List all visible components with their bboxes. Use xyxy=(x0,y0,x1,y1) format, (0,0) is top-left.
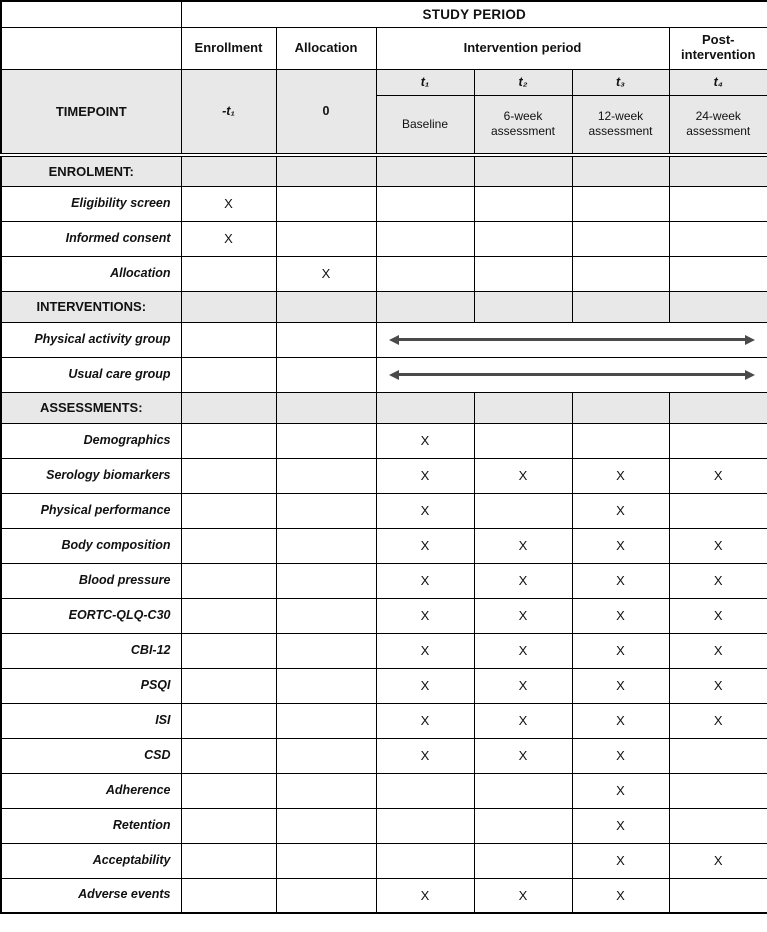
mark-cell xyxy=(276,808,376,843)
mark-cell: X xyxy=(572,878,669,913)
mark-cell: X xyxy=(572,493,669,528)
mark-cell xyxy=(181,357,276,392)
row-label: Retention xyxy=(1,808,181,843)
mark-cell: X xyxy=(376,878,474,913)
mark-cell: X xyxy=(669,458,767,493)
mark-cell: X xyxy=(572,773,669,808)
mark-cell xyxy=(181,808,276,843)
study-period-row xyxy=(1,1,767,27)
row-label: Physical performance xyxy=(1,493,181,528)
section-cell xyxy=(474,392,572,423)
section-cell xyxy=(376,155,474,186)
schedule-row xyxy=(1,668,767,703)
section-cell xyxy=(572,155,669,186)
mark-cell xyxy=(181,668,276,703)
section-row xyxy=(1,392,767,423)
mark-cell xyxy=(276,423,376,458)
mark-cell xyxy=(474,843,572,878)
mark-cell xyxy=(276,633,376,668)
mark-cell xyxy=(376,256,474,291)
column-group-row xyxy=(1,27,767,69)
mark-cell xyxy=(181,738,276,773)
mark-cell xyxy=(669,808,767,843)
row-label: Usual care group xyxy=(1,357,181,392)
row-label: Eligibility screen xyxy=(1,186,181,221)
schedule-row xyxy=(1,458,767,493)
row-label: EORTC-QLQ-C30 xyxy=(1,598,181,633)
section-cell xyxy=(276,155,376,186)
section-cell xyxy=(474,155,572,186)
mark-cell: X xyxy=(376,563,474,598)
intervention-row xyxy=(1,322,767,357)
mark-cell xyxy=(276,703,376,738)
mark-cell: X xyxy=(376,493,474,528)
section-cell xyxy=(669,291,767,322)
mark-cell: X xyxy=(572,598,669,633)
row-label: Acceptability xyxy=(1,843,181,878)
mark-cell xyxy=(276,598,376,633)
mark-cell xyxy=(181,598,276,633)
timepoint-symbol: t₃ xyxy=(572,69,669,95)
intervention-span-cell xyxy=(376,322,767,357)
arrowhead-left-icon xyxy=(389,370,399,380)
mark-cell xyxy=(181,493,276,528)
mark-cell: X xyxy=(572,703,669,738)
mark-cell: X xyxy=(669,598,767,633)
schedule-row xyxy=(1,633,767,668)
row-label: Serology biomarkers xyxy=(1,458,181,493)
mark-cell xyxy=(276,186,376,221)
schedule-row xyxy=(1,878,767,913)
timepoint-symbol: t₄ xyxy=(669,69,767,95)
corner-cell xyxy=(1,1,181,27)
mark-cell xyxy=(276,738,376,773)
arrow-shaft xyxy=(399,338,746,341)
schedule-row xyxy=(1,808,767,843)
allocation-timepoint: 0 xyxy=(276,69,376,155)
mark-cell: X xyxy=(572,633,669,668)
section-label: ENROLMENT: xyxy=(1,155,181,186)
schedule-row xyxy=(1,528,767,563)
section-cell xyxy=(572,291,669,322)
mark-cell: X xyxy=(669,703,767,738)
section-cell xyxy=(669,155,767,186)
mark-cell: X xyxy=(474,563,572,598)
mark-cell xyxy=(276,493,376,528)
arrowhead-right-icon xyxy=(745,370,755,380)
mark-cell: X xyxy=(376,528,474,563)
corner-cell-2 xyxy=(1,27,181,69)
mark-cell xyxy=(276,563,376,598)
row-label: CSD xyxy=(1,738,181,773)
schedule-row xyxy=(1,256,767,291)
mark-cell: X xyxy=(181,186,276,221)
mark-cell xyxy=(276,357,376,392)
mark-cell: X xyxy=(572,808,669,843)
schedule-row xyxy=(1,423,767,458)
timepoint-symbol: t₁ xyxy=(376,69,474,95)
section-cell xyxy=(181,155,276,186)
schedule-row xyxy=(1,738,767,773)
mark-cell xyxy=(181,528,276,563)
timepoint-sublabel: 24-week assessment xyxy=(669,95,767,155)
section-row xyxy=(1,155,767,186)
row-label: Allocation xyxy=(1,256,181,291)
mark-cell: X xyxy=(669,843,767,878)
mark-cell: X xyxy=(376,423,474,458)
mark-cell: X xyxy=(572,458,669,493)
row-label: Body composition xyxy=(1,528,181,563)
mark-cell xyxy=(181,843,276,878)
mark-cell xyxy=(572,423,669,458)
schedule-row xyxy=(1,703,767,738)
mark-cell xyxy=(376,773,474,808)
mark-cell xyxy=(376,221,474,256)
section-cell xyxy=(376,291,474,322)
mark-cell xyxy=(474,493,572,528)
mark-cell xyxy=(669,423,767,458)
mark-cell xyxy=(474,186,572,221)
mark-cell xyxy=(276,878,376,913)
section-cell xyxy=(572,392,669,423)
mark-cell xyxy=(474,256,572,291)
mark-cell: X xyxy=(474,703,572,738)
mark-cell: X xyxy=(572,668,669,703)
mark-cell xyxy=(376,186,474,221)
row-label: CBI-12 xyxy=(1,633,181,668)
row-label: Demographics xyxy=(1,423,181,458)
double-arrow xyxy=(389,370,756,380)
mark-cell xyxy=(474,773,572,808)
intervention-span-cell xyxy=(376,357,767,392)
section-label: INTERVENTIONS: xyxy=(1,291,181,322)
mark-cell: X xyxy=(474,528,572,563)
schedule-row xyxy=(1,493,767,528)
mark-cell xyxy=(276,528,376,563)
schedule-row xyxy=(1,563,767,598)
mark-cell: X xyxy=(474,458,572,493)
schedule-row xyxy=(1,186,767,221)
section-row xyxy=(1,291,767,322)
mark-cell xyxy=(276,458,376,493)
schedule-row xyxy=(1,843,767,878)
mark-cell: X xyxy=(669,563,767,598)
mark-cell: X xyxy=(669,633,767,668)
mark-cell xyxy=(276,843,376,878)
arrowhead-right-icon xyxy=(745,335,755,345)
mark-cell: X xyxy=(474,738,572,773)
timepoint-sublabel: Baseline xyxy=(376,95,474,155)
mark-cell: X xyxy=(376,738,474,773)
mark-cell: X xyxy=(376,458,474,493)
mark-cell xyxy=(276,668,376,703)
row-label: Adverse events xyxy=(1,878,181,913)
mark-cell xyxy=(669,493,767,528)
mark-cell: X xyxy=(474,633,572,668)
mark-cell xyxy=(669,773,767,808)
mark-cell: X xyxy=(572,738,669,773)
timepoint-symbol: t₂ xyxy=(474,69,572,95)
row-label: PSQI xyxy=(1,668,181,703)
mark-cell xyxy=(669,186,767,221)
mark-cell xyxy=(669,221,767,256)
section-cell xyxy=(474,291,572,322)
mark-cell xyxy=(181,878,276,913)
row-label: Adherence xyxy=(1,773,181,808)
mark-cell: X xyxy=(669,528,767,563)
mark-cell xyxy=(181,458,276,493)
mark-cell: X xyxy=(474,598,572,633)
mark-cell: X xyxy=(572,843,669,878)
section-cell xyxy=(669,392,767,423)
mark-cell xyxy=(669,878,767,913)
mark-cell xyxy=(181,703,276,738)
mark-cell: X xyxy=(276,256,376,291)
mark-cell: X xyxy=(376,633,474,668)
mark-cell xyxy=(474,808,572,843)
mark-cell xyxy=(474,423,572,458)
study-period-title: STUDY PERIOD xyxy=(181,1,767,27)
mark-cell xyxy=(572,256,669,291)
mark-cell xyxy=(572,221,669,256)
mark-cell xyxy=(181,256,276,291)
section-label: ASSESSMENTS: xyxy=(1,392,181,423)
mark-cell xyxy=(474,221,572,256)
mark-cell xyxy=(572,186,669,221)
mark-cell: X xyxy=(474,878,572,913)
timepoint-sublabel: 6-week assessment xyxy=(474,95,572,155)
mark-cell: X xyxy=(669,668,767,703)
row-label: Blood pressure xyxy=(1,563,181,598)
mark-cell: X xyxy=(376,703,474,738)
row-label: Informed consent xyxy=(1,221,181,256)
section-cell xyxy=(276,392,376,423)
arrowhead-left-icon xyxy=(389,335,399,345)
enrollment-timepoint: -t₁ xyxy=(181,69,276,155)
mark-cell xyxy=(181,773,276,808)
section-cell xyxy=(376,392,474,423)
mark-cell xyxy=(276,773,376,808)
mark-cell xyxy=(669,738,767,773)
mark-cell: X xyxy=(572,528,669,563)
mark-cell xyxy=(376,808,474,843)
intervention-row xyxy=(1,357,767,392)
mark-cell xyxy=(181,633,276,668)
column-group-label: Allocation xyxy=(276,27,376,69)
mark-cell xyxy=(276,322,376,357)
column-group-label: Intervention period xyxy=(376,27,669,69)
row-label: ISI xyxy=(1,703,181,738)
section-cell xyxy=(181,291,276,322)
mark-cell xyxy=(181,563,276,598)
column-group-label: Enrollment xyxy=(181,27,276,69)
section-cell xyxy=(276,291,376,322)
arrow-shaft xyxy=(399,373,746,376)
mark-cell xyxy=(181,423,276,458)
section-cell xyxy=(181,392,276,423)
mark-cell xyxy=(669,256,767,291)
schedule-row xyxy=(1,773,767,808)
mark-cell: X xyxy=(376,668,474,703)
mark-cell: X xyxy=(376,598,474,633)
mark-cell xyxy=(276,221,376,256)
schedule-row xyxy=(1,221,767,256)
timepoint-symbol-row xyxy=(1,69,767,95)
mark-cell: X xyxy=(474,668,572,703)
timepoint-sublabel: 12-week assessment xyxy=(572,95,669,155)
timepoint-header: TIMEPOINT xyxy=(1,69,181,155)
mark-cell: X xyxy=(181,221,276,256)
mark-cell xyxy=(376,843,474,878)
schedule-row xyxy=(1,598,767,633)
mark-cell xyxy=(181,322,276,357)
mark-cell: X xyxy=(572,563,669,598)
column-group-label: Post-intervention xyxy=(669,27,767,69)
row-label: Physical activity group xyxy=(1,322,181,357)
double-arrow xyxy=(389,335,756,345)
